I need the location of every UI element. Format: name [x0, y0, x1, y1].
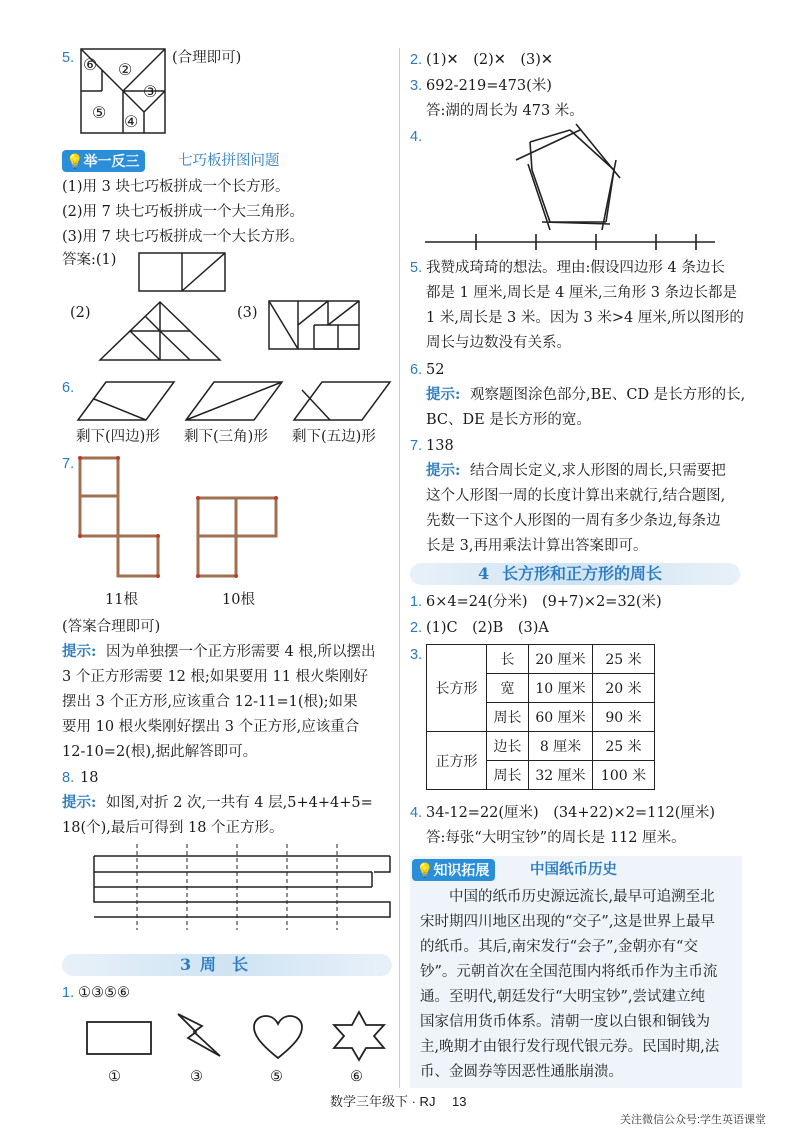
- footer-page-number: 13: [452, 1094, 467, 1109]
- table-cell: 25 米: [593, 645, 655, 674]
- section-3-title: 周 长: [200, 955, 249, 974]
- knowledge-line-3: 的纸币。其后,南宋发行“会子”,金朝亦有“交: [420, 939, 698, 955]
- table-cell: 90 米: [593, 703, 655, 732]
- r-q4-number: 4.: [410, 129, 423, 145]
- r-q6-hint-line-1: 观察题图涂色部分,BE、CD 是长方形的长,: [470, 387, 746, 403]
- knowledge-tag-label: 知识拓展: [433, 862, 490, 878]
- s4-q1-text: 6×4=24(分米) (9+7)×2=32(米): [426, 594, 662, 610]
- star-shape: [332, 1010, 386, 1062]
- table-cell: 边长: [487, 732, 529, 761]
- s4-q2-number: 2.: [410, 620, 423, 636]
- table-cell: 周长: [487, 703, 529, 732]
- q7-count-1: 11根: [105, 592, 138, 608]
- table-group-rect: 长方形: [427, 645, 487, 732]
- table-cell: 100 米: [593, 761, 655, 790]
- heart-shape: [252, 1014, 304, 1060]
- q7-hint-line-2: 3 个正方形需要 12 根;如果要用 11 根火柴刚好: [62, 669, 369, 685]
- ext-tag-label: 举一反三: [83, 153, 140, 169]
- q8-answer: 18: [80, 770, 99, 786]
- r-q7-hint-line-4: 长是 3,再用乘法计算出答案即可。: [426, 538, 648, 554]
- q7-count-2: 10根: [222, 592, 255, 608]
- r-q5-number: 5.: [410, 260, 423, 276]
- q7-hint-line-1: 因为单独摆一个正方形需要 4 根,所以摆出: [106, 644, 376, 660]
- ext-triangle-figure: [98, 300, 223, 362]
- q7-matchstick-figure-2: [196, 496, 278, 580]
- r-q2-text: (1)✕ (2)✕ (3)✕: [426, 52, 554, 68]
- q7-note: (答案合理即可): [62, 619, 161, 635]
- s4-q4-answer: 答:每张“大明宝钞”的周长是 112 厘米。: [426, 830, 686, 846]
- knowledge-line-1: 中国的纸币历史源远流长,最早可追溯至北: [420, 889, 715, 905]
- q6-caption-3: 剩下(五边)形: [292, 429, 376, 445]
- q8-hint-line-2: 18(个),最后可得到 18 个正方形。: [62, 820, 284, 836]
- ext-line-3: (3)用 7 块七巧板拼成一个大长方形。: [62, 229, 304, 245]
- r-q6-number: 6.: [410, 362, 423, 378]
- s3-q1-number: 1.: [62, 985, 75, 1001]
- r-q2-number: 2.: [410, 52, 423, 68]
- table-cell: 32 厘米: [529, 761, 593, 790]
- table-row: [427, 732, 655, 761]
- circle-label-4: ④: [124, 112, 139, 131]
- footer-text: 数学三年级下 · RJ: [330, 1094, 436, 1109]
- r-q5-line-1: 我赞成琦琦的想法。理由:假设四边形 4 条边长: [426, 260, 725, 276]
- q7-hint-label: 提示:: [62, 643, 97, 660]
- r-q5-line-3: 1 米,周长是 3 米。因为 3 米>4 厘米,所以图形的: [426, 310, 744, 326]
- bulb-icon: 💡: [416, 862, 434, 878]
- r-q3-number: 3.: [410, 78, 423, 94]
- q7-number: 7.: [62, 456, 75, 472]
- table-cell: 周长: [487, 761, 529, 790]
- section-3-number: 3: [180, 955, 192, 974]
- watermark: 关注微信公众号:学生英语课堂: [620, 1114, 767, 1126]
- knowledge-line-5: 通。至明代,朝廷发行“大明宝钞”,尝试建立纯: [420, 989, 706, 1005]
- table-row: [427, 645, 655, 674]
- circle-label-5: ⑤: [92, 103, 107, 122]
- r-q3-text: 692-219=473(米): [426, 78, 552, 94]
- section-4-number: 4: [478, 564, 490, 583]
- q6-parallelogram-2: [184, 380, 284, 422]
- ext-label-2: (2): [70, 305, 91, 321]
- table-cell: 25 米: [593, 732, 655, 761]
- knowledge-tag: [412, 859, 495, 881]
- shape-label-1: ①: [108, 1069, 121, 1085]
- r-q6-hint-line-2: BC、DE 是长方形的宽。: [426, 412, 591, 428]
- circle-label-3: ③: [143, 82, 158, 101]
- knowledge-title: 中国纸币历史: [530, 861, 617, 878]
- ext-tag: [62, 150, 145, 172]
- ext-answer-label: 答案:(1): [62, 252, 117, 268]
- q6-caption-2: 剩下(三角)形: [184, 429, 268, 445]
- table-cell: 长: [487, 645, 529, 674]
- q6-parallelogram-3: [292, 380, 392, 422]
- circle-label-6: ⑥: [83, 55, 98, 74]
- rectangle-shape: [86, 1021, 152, 1055]
- r-q7-hint-line-3: 先数一下这个人形图的一周有多少条边,每条边: [426, 513, 721, 529]
- ext-line-1: (1)用 3 块七巧板拼成一个长方形。: [62, 179, 290, 195]
- q8-number: 8.: [62, 770, 75, 786]
- s4-q4-text: 34-12=22(厘米) (34+22)×2=112(厘米): [426, 805, 716, 821]
- r-q7-hint-line-1: 结合周长定义,求人形图的周长,只需要把: [470, 463, 726, 479]
- knowledge-line-2: 宋时期四川地区出现的“交子”,这是世界上最早: [420, 914, 715, 930]
- q7-hint-line-3: 摆出 3 个正方形,应该重合 12-11=1(根);如果: [62, 694, 358, 710]
- ext-rectangle-figure: [138, 252, 226, 292]
- shape-label-5: ⑤: [270, 1069, 283, 1085]
- r-q5-line-4: 周长与边数没有关系。: [426, 335, 571, 351]
- table-group-square: 正方形: [427, 732, 487, 790]
- r-q6-answer: 52: [426, 362, 445, 378]
- section-4-title: 长方形和正方形的周长: [502, 564, 663, 583]
- column-divider: [399, 48, 400, 1088]
- s4-q4-number: 4.: [410, 805, 423, 821]
- knowledge-line-6: 国家信用货币体系。清朝一度以白银和铜钱为: [420, 1014, 710, 1030]
- q8-folded-strip-figure: [92, 842, 392, 932]
- knowledge-line-8: 币、金圆券等因恶性通胀崩溃。: [420, 1064, 623, 1080]
- r-q7-hint-line-2: 这个人形图一周的长度计算出来就行,结合题图,: [426, 488, 726, 504]
- r-q7-answer: 138: [426, 438, 454, 454]
- s4-q2-text: (1)C (2)B (3)A: [426, 620, 549, 636]
- pentagon-figure: [420, 122, 720, 252]
- q6-caption-1: 剩下(四边)形: [76, 429, 160, 445]
- s4-q1-number: 1.: [410, 594, 423, 610]
- q6-parallelogram-1: [76, 380, 176, 422]
- r-q3-answer: 答:湖的周长为 473 米。: [426, 103, 584, 119]
- table-cell: 8 厘米: [529, 732, 593, 761]
- q8-hint-line-1: 如图,对折 2 次,一共有 4 层,5+4+4+5=: [106, 795, 373, 811]
- q7-matchstick-figure-1: [78, 456, 160, 580]
- q7-hint-line-5: 12-10=2(根),据此解答即可。: [62, 744, 258, 760]
- shape-label-6: ⑥: [350, 1069, 363, 1085]
- knowledge-line-4: 钞”。元朝首次在全国范围内将纸币作为主币流: [420, 964, 718, 980]
- perimeter-table: [426, 644, 655, 790]
- table-cell: 10 厘米: [529, 674, 593, 703]
- ext-big-rectangle-figure: [268, 300, 360, 350]
- q7-hint-line-4: 要用 10 根火柴刚好摆出 3 个正方形,应该重合: [62, 719, 360, 735]
- r-q5-line-2: 都是 1 厘米,周长是 4 厘米,三角形 3 条边长都是: [426, 285, 738, 301]
- table-cell: 20 厘米: [529, 645, 593, 674]
- q8-hint-label: 提示:: [62, 794, 97, 811]
- r-q6-hint-label: 提示:: [426, 386, 461, 403]
- q5-number: 5.: [62, 50, 75, 66]
- lightning-shape: [174, 1012, 224, 1060]
- table-cell: 60 厘米: [529, 703, 593, 732]
- q6-number: 6.: [62, 380, 75, 396]
- table-cell: 宽: [487, 674, 529, 703]
- circle-label-2: ②: [118, 60, 133, 79]
- table-cell: 20 米: [593, 674, 655, 703]
- bulb-icon: 💡: [66, 153, 84, 169]
- r-q7-number: 7.: [410, 438, 423, 454]
- shape-label-3: ③: [190, 1069, 203, 1085]
- knowledge-line-7: 主,晚期才由银行发行现代银元券。民国时期,法: [420, 1039, 720, 1055]
- ext-label-3: (3): [237, 305, 258, 321]
- s4-q3-number: 3.: [410, 647, 423, 663]
- ext-line-2: (2)用 7 块七巧板拼成一个大三角形。: [62, 204, 304, 220]
- q5-note: (合理即可): [172, 50, 242, 66]
- r-q7-hint-label: 提示:: [426, 462, 461, 479]
- ext-title: 七巧板拼图问题: [178, 153, 280, 169]
- s3-q1-answer: ①③⑤⑥: [78, 985, 130, 1001]
